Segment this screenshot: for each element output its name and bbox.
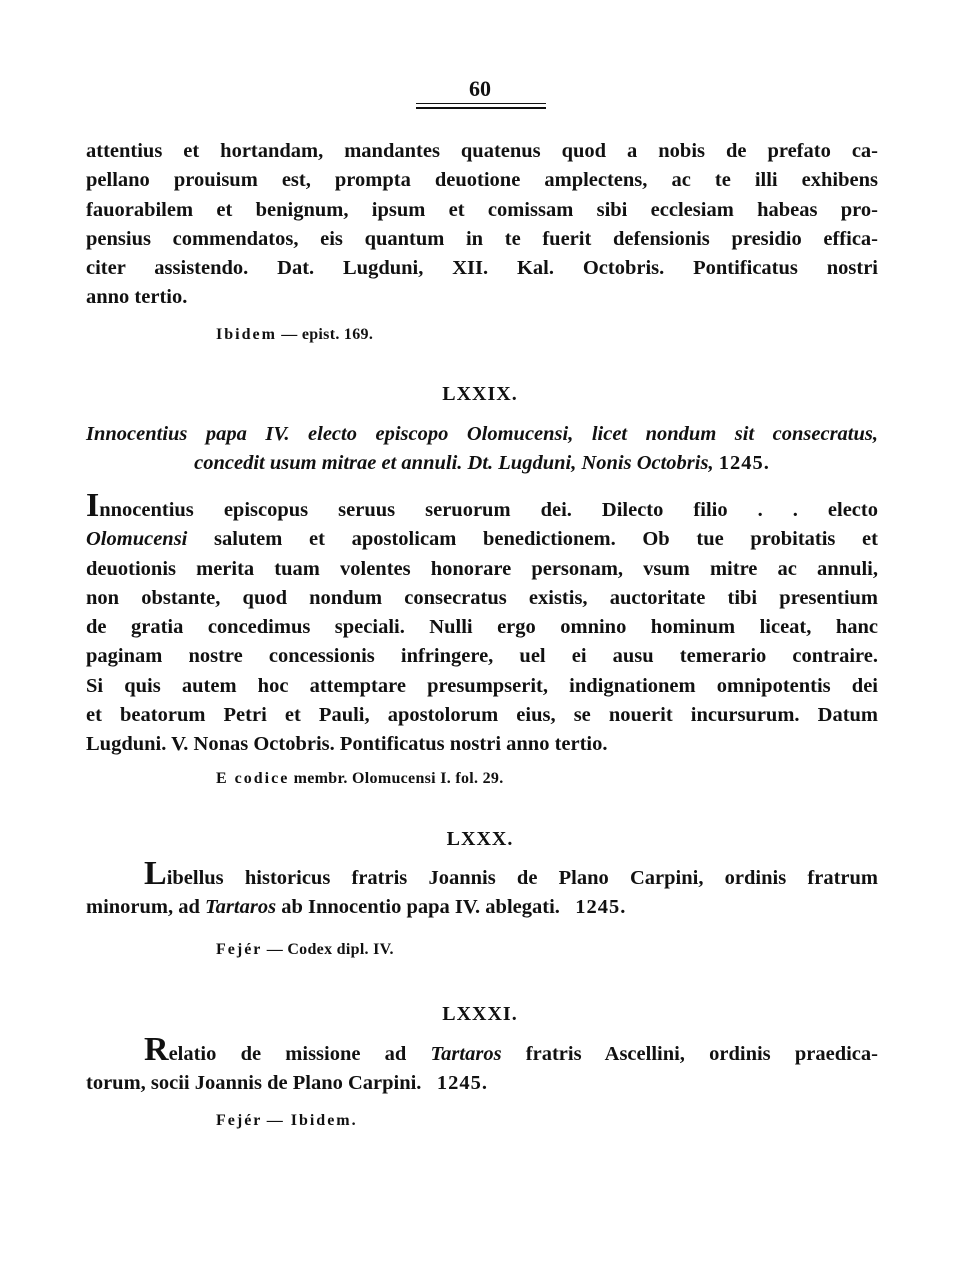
drop-initial: I <box>86 487 100 524</box>
text-line: attentius et hortandam, mandantes quatenus quod a nobis de prefato ca- <box>86 140 878 162</box>
year: 1245. <box>436 1072 488 1095</box>
source-citation: Fejér — Codex dipl. IV. <box>216 941 394 958</box>
year: 1245. <box>718 452 770 474</box>
text-line: Relatio de missione ad Tartaros fratris Ascellini, ordinis praedica- <box>144 1031 878 1068</box>
summary-line: Innocentius papa IV. electo episcopo Olomucensi, licet nondum sit consecratus, <box>86 423 878 445</box>
text-line: Si quis autem hoc attemptare presumpserit, indignationem omnipotentis dei <box>86 674 878 697</box>
text-line: Lugduni. V. Nonas Octobris. Pontificatus nostri anno tertio. <box>86 733 608 756</box>
section-heading-lxxx: LXXX. <box>446 828 514 850</box>
text-line: minorum, ad Tartaros ab Innocentio papa IV. ablegati. 1245. <box>86 896 627 919</box>
source-citation: E codice membr. Olomucensi I. fol. 29. <box>216 770 504 787</box>
text-line: et beatorum Petri et Pauli, apostolorum eius, se nouerit incursurum. Datum <box>86 704 878 727</box>
page-number-rule <box>416 103 546 112</box>
text-line: de gratia concedimus speciali. Nulli ergo omnino hominum liceat, hanc <box>86 616 878 639</box>
continuation-paragraph <box>86 137 878 313</box>
text-line: Olomucensi salutem et apostolicam benedictionem. Ob tue probitatis et <box>86 528 878 551</box>
text-line: pensius commendatos, eis quantum in te fuerit defensionis presidio effica- <box>86 227 878 250</box>
text-line: paginam nostre concessionis infringere, uel ei ausu temerario contraire. <box>86 645 878 668</box>
source-citation: Ibidem — epist. 169. <box>216 326 374 343</box>
year: 1245. <box>575 896 627 919</box>
drop-initial: L <box>144 855 167 892</box>
text-line: anno tertio. <box>86 286 188 309</box>
page-number: 60 <box>469 76 491 101</box>
text-line: Libellus historicus fratris Joannis de Plano Carpini, ordinis fratrum <box>144 855 878 892</box>
body-lxxix <box>86 487 878 760</box>
summary-lxxix <box>86 420 878 478</box>
section-heading-lxxix: LXXIX. <box>442 383 518 405</box>
summary-line: concedit usum mitrae et annuli. Dt. Lugduni, Nonis Octobris, 1245. <box>194 452 770 474</box>
body-lxxxi <box>86 1031 878 1099</box>
drop-initial: R <box>144 1031 169 1068</box>
text-line: pellano prouisum est, prompta deuotione amplectens, ac te illi exhibens <box>86 169 878 192</box>
text-line: torum, socii Joannis de Plano Carpini. 1245. <box>86 1072 488 1095</box>
source-citation: Fejér — Ibidem. <box>216 1112 358 1129</box>
text-line: fauorabilem et benignum, ipsum et comissam sibi ecclesiam habeas pro- <box>86 198 878 221</box>
text-line: Innocentius episcopus seruus seruorum dei. Dilecto filio . . electo <box>86 487 878 524</box>
text-line: citer assistendo. Dat. Lugduni, XII. Kal. Octobris. Pontificatus nostri <box>86 257 878 280</box>
text-line: deuotionis merita tuam volentes honorare personam, vsum mitre ac annuli, <box>86 557 878 580</box>
text-line: non obstante, quod nondum consecratus existis, auctoritate tibi presentium <box>86 586 878 609</box>
body-lxxx <box>86 855 878 923</box>
section-heading-lxxxi: LXXXI. <box>442 1003 518 1025</box>
